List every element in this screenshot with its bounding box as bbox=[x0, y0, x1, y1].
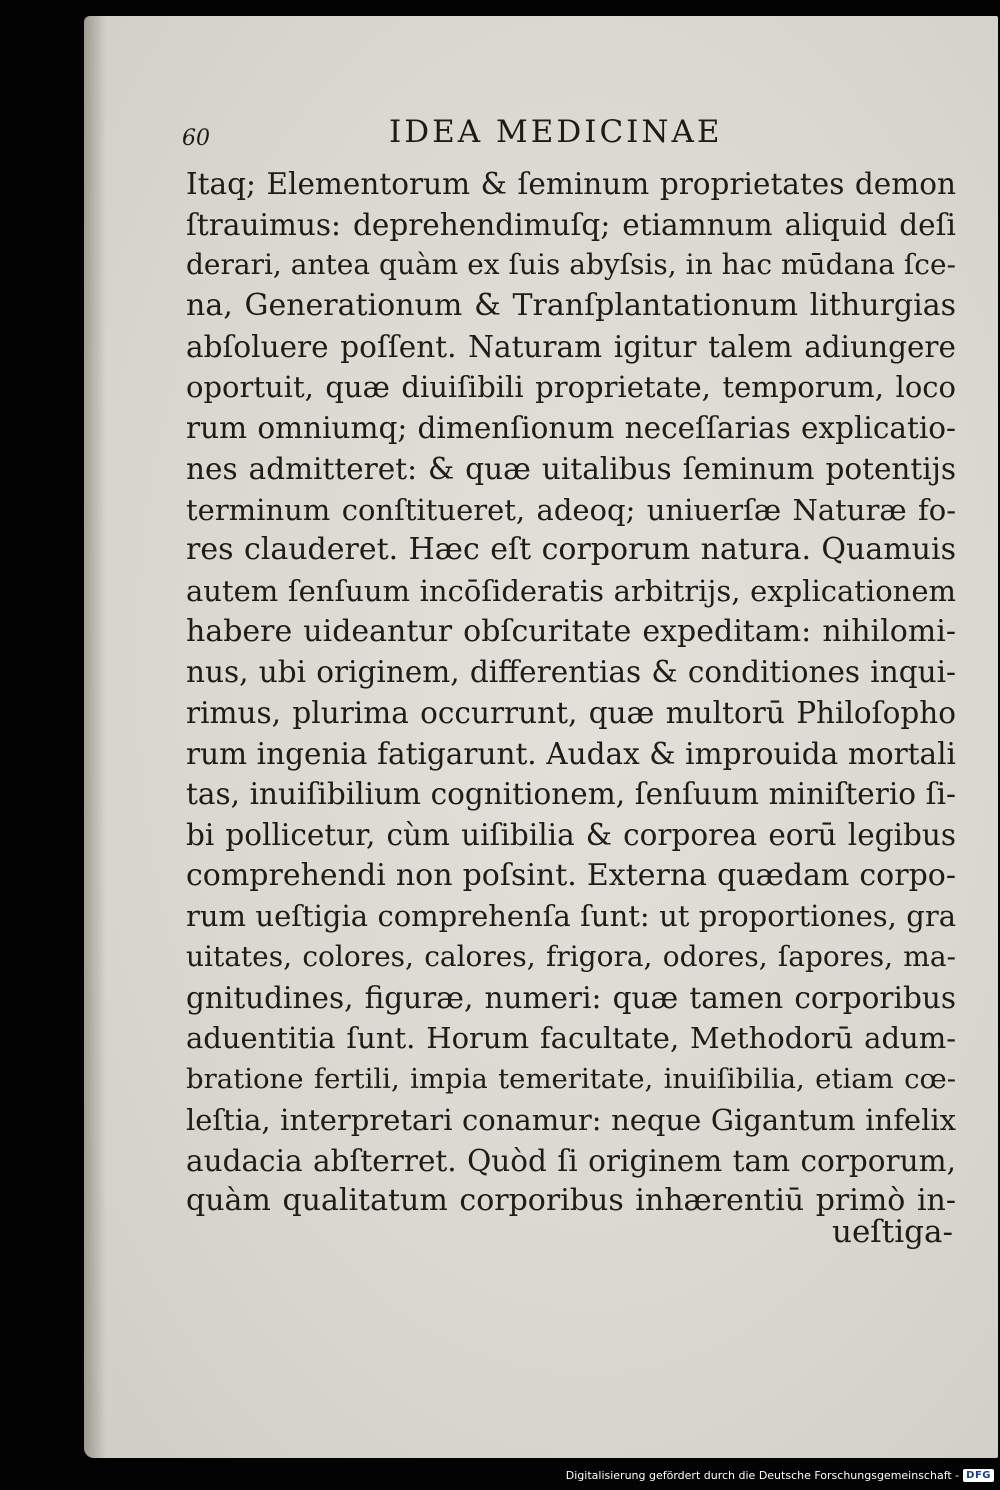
text-line: gnitudines, figuræ, numeri: quæ tamen corporibus bbox=[186, 980, 956, 1015]
text-line: ſtrauimus: deprehendimuſq; etiamnum aliquid deſi bbox=[186, 207, 956, 242]
text-line: quàm qualitatum corporibus inhærentiū primò in- bbox=[186, 1183, 956, 1219]
text-line: Itaq; Elementorum & ſeminum proprietates demon bbox=[186, 167, 956, 201]
text-line: leſtia, interpretari conamur: neque Gigantum infelix bbox=[186, 1102, 956, 1137]
text-line: uitates, colores, calores, frigora, odores, ſapores, ma- bbox=[186, 940, 956, 974]
text-line: habere uideantur obſcuritate expeditam: nihilomi- bbox=[186, 613, 956, 649]
text-line: nes admitteret: & quæ uitalibus ſeminum potentijs bbox=[186, 451, 956, 486]
text-line: autem ſenſuum incōſideratis arbitrijs, explicationem bbox=[186, 573, 956, 608]
text-line: tas, inuiſibilium cognitionem, ſenſuum miniſterio ſi- bbox=[186, 777, 956, 812]
text-line: aduentitia ſunt. Horum facultate, Methodorū adum- bbox=[186, 1021, 956, 1056]
text-line: nus, ubi originem, differentias & conditiones inqui- bbox=[186, 655, 956, 690]
text-line: rimus, plurima occurrunt, quæ multorū Philoſopho bbox=[186, 695, 956, 730]
text-line: audacia abſterret. Quòd ſi originem tam corporum, bbox=[186, 1143, 956, 1178]
body-text bbox=[186, 164, 956, 1222]
credit-text: Digitalisierung gefördert durch die Deutsche Forschungsgemeinschaft - bbox=[565, 1468, 960, 1482]
text-line: rum ingenia fatigarunt. Audax & improuida mortali bbox=[186, 736, 956, 771]
text-line: na, Generationum & Tranſplantationum lithurgias bbox=[186, 288, 956, 324]
text-line: bi pollicetur, cùm uiſibilia & corporea eorū legibus bbox=[186, 818, 956, 852]
text-line: rum ueſtigia comprehenſa ſunt: ut proportiones, gra bbox=[186, 899, 956, 934]
text-line: rum omniumq; dimenſionum neceſſarias explicatio- bbox=[186, 411, 956, 446]
text-line: terminum conſtitueret, adeoq; uniuerſæ Naturæ fo- bbox=[186, 492, 956, 527]
text-line: bratione fertili, impia temeritate, inuiſibilia, etiam cœ- bbox=[186, 1063, 956, 1096]
text-line: comprehendi non poſsint. Externa quædam corpo- bbox=[186, 857, 956, 893]
gutter-shadow bbox=[84, 16, 106, 1458]
text-line: res clauderet. Hæc eſt corporum natura. Quamuis bbox=[186, 532, 956, 568]
page-number: 60 bbox=[182, 126, 210, 151]
text-line: derari, antea quàm ex ſuis abyſsis, in hac mūdana ſce- bbox=[186, 248, 956, 282]
text-line: abſoluere poſſent. Naturam igitur talem adiungere bbox=[186, 329, 956, 364]
dfg-logo: DFG bbox=[963, 1469, 994, 1482]
running-head: IDEA MEDICINAE bbox=[389, 114, 723, 150]
page-header bbox=[182, 114, 762, 158]
digitization-credit bbox=[566, 1464, 994, 1486]
catchword: ueſtiga- bbox=[832, 1214, 953, 1250]
text-line: oportuit, quæ diuiſibili proprietate, temporum, loco bbox=[186, 370, 956, 405]
